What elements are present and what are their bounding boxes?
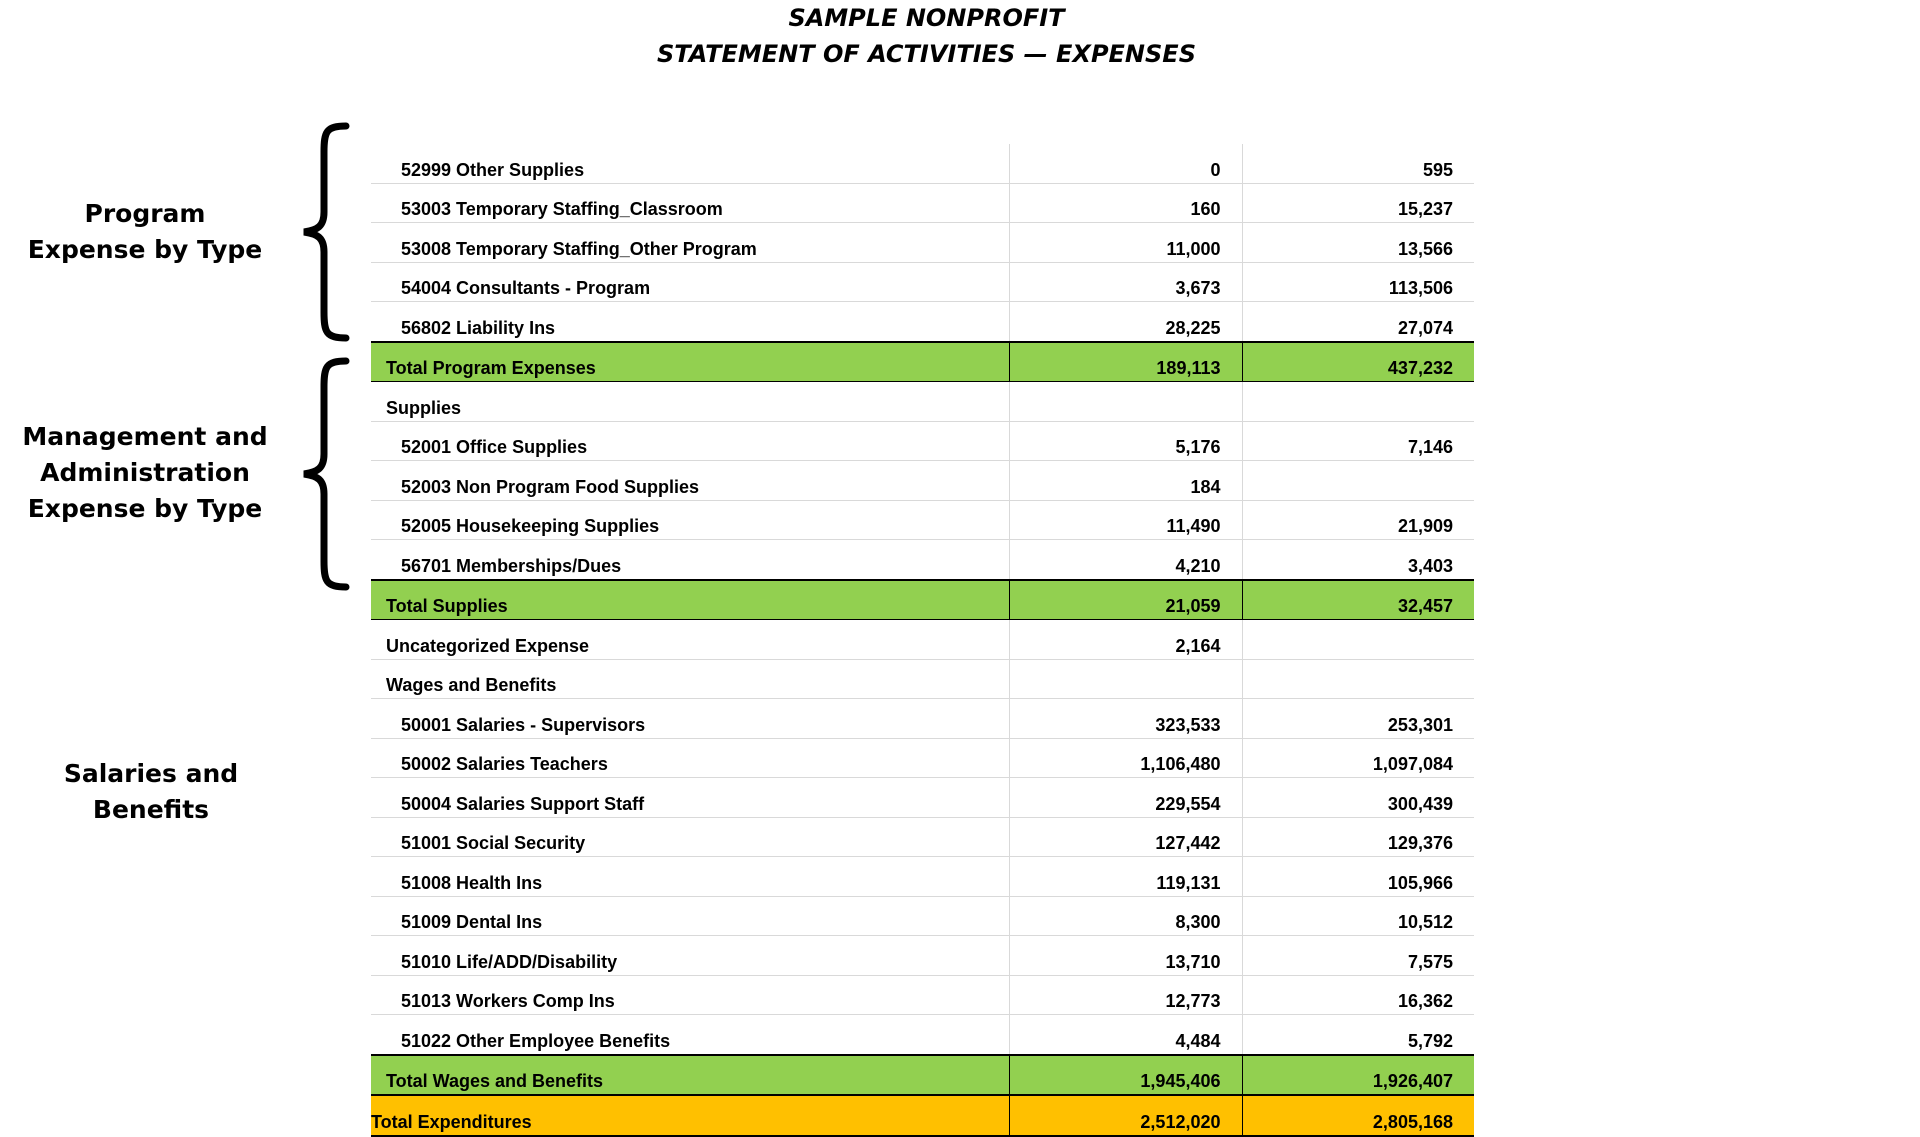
table-row bbox=[371, 421, 1474, 461]
value-column-2 bbox=[1242, 382, 1474, 422]
value-column-1: 160 bbox=[1009, 183, 1242, 223]
value-column-1: 1,945,406 bbox=[1009, 1055, 1242, 1096]
value-column-2: 5,792 bbox=[1242, 1015, 1474, 1055]
table-row bbox=[371, 738, 1474, 778]
value-column-1: 11,490 bbox=[1009, 500, 1242, 540]
value-column-1: 12,773 bbox=[1009, 975, 1242, 1015]
row-label: Supplies bbox=[371, 382, 1009, 422]
value-column-1 bbox=[1009, 382, 1242, 422]
value-column-2: 13,566 bbox=[1242, 223, 1474, 263]
row-label: 56701 Memberships/Dues bbox=[371, 540, 1009, 580]
expenses-table bbox=[371, 144, 1474, 1137]
subtotal-row bbox=[371, 1055, 1474, 1096]
table-row bbox=[371, 1015, 1474, 1055]
value-column-2: 10,512 bbox=[1242, 896, 1474, 936]
table-row bbox=[371, 936, 1474, 976]
title-line-organization: SAMPLE NONPROFIT bbox=[788, 4, 1065, 32]
value-column-1: 5,176 bbox=[1009, 421, 1242, 461]
value-column-1: 189,113 bbox=[1009, 342, 1242, 382]
table-row bbox=[371, 262, 1474, 302]
value-column-2: 105,966 bbox=[1242, 857, 1474, 897]
table-row bbox=[371, 857, 1474, 897]
value-column-2 bbox=[1242, 461, 1474, 501]
row-label: 51008 Health Ins bbox=[371, 857, 1009, 897]
table-row bbox=[371, 540, 1474, 580]
row-label: 51009 Dental Ins bbox=[371, 896, 1009, 936]
table-row bbox=[371, 461, 1474, 501]
table-row bbox=[371, 975, 1474, 1015]
row-label: 53003 Temporary Staffing_Classroom bbox=[371, 183, 1009, 223]
table-row bbox=[371, 699, 1474, 739]
table-row bbox=[371, 223, 1474, 263]
row-label: Total Supplies bbox=[371, 580, 1009, 620]
value-column-2: 7,575 bbox=[1242, 936, 1474, 976]
row-label: 51022 Other Employee Benefits bbox=[371, 1015, 1009, 1055]
row-label: 56802 Liability Ins bbox=[371, 302, 1009, 342]
value-column-2: 437,232 bbox=[1242, 342, 1474, 382]
value-column-1: 119,131 bbox=[1009, 857, 1242, 897]
row-label: 52003 Non Program Food Supplies bbox=[371, 461, 1009, 501]
row-label: Total Expenditures bbox=[371, 1095, 1009, 1136]
value-column-2: 7,146 bbox=[1242, 421, 1474, 461]
section-header-row bbox=[371, 382, 1474, 422]
row-label: 52001 Office Supplies bbox=[371, 421, 1009, 461]
row-label: 51001 Social Security bbox=[371, 817, 1009, 857]
value-column-2: 1,097,084 bbox=[1242, 738, 1474, 778]
value-column-2: 595 bbox=[1242, 144, 1474, 183]
value-column-2 bbox=[1242, 620, 1474, 660]
value-column-1: 28,225 bbox=[1009, 302, 1242, 342]
value-column-2: 27,074 bbox=[1242, 302, 1474, 342]
row-label: 50004 Salaries Support Staff bbox=[371, 778, 1009, 818]
table-row bbox=[371, 183, 1474, 223]
value-column-2: 129,376 bbox=[1242, 817, 1474, 857]
value-column-2: 113,506 bbox=[1242, 262, 1474, 302]
value-column-1: 1,106,480 bbox=[1009, 738, 1242, 778]
table-row bbox=[371, 500, 1474, 540]
program-brace-icon bbox=[296, 122, 352, 342]
value-column-1: 8,300 bbox=[1009, 896, 1242, 936]
value-column-1: 2,164 bbox=[1009, 620, 1242, 660]
row-label: Wages and Benefits bbox=[371, 659, 1009, 699]
value-column-2: 1,926,407 bbox=[1242, 1055, 1474, 1096]
value-column-2: 3,403 bbox=[1242, 540, 1474, 580]
row-label: 52999 Other Supplies bbox=[371, 144, 1009, 183]
value-column-1: 21,059 bbox=[1009, 580, 1242, 620]
value-column-1: 11,000 bbox=[1009, 223, 1242, 263]
value-column-2: 2,805,168 bbox=[1242, 1095, 1474, 1136]
table-row bbox=[371, 817, 1474, 857]
value-column-1: 4,210 bbox=[1009, 540, 1242, 580]
grand-total-row bbox=[371, 1095, 1474, 1136]
subtotal-row bbox=[371, 342, 1474, 382]
subtotal-row bbox=[371, 580, 1474, 620]
value-column-2 bbox=[1242, 659, 1474, 699]
value-column-2: 15,237 bbox=[1242, 183, 1474, 223]
row-label: 51013 Workers Comp Ins bbox=[371, 975, 1009, 1015]
value-column-1: 13,710 bbox=[1009, 936, 1242, 976]
row-label: 51010 Life/ADD/Disability bbox=[371, 936, 1009, 976]
row-label: Uncategorized Expense bbox=[371, 620, 1009, 660]
value-column-2: 21,909 bbox=[1242, 500, 1474, 540]
value-column-2: 253,301 bbox=[1242, 699, 1474, 739]
title-line-statement: STATEMENT OF ACTIVITIES — EXPENSES bbox=[657, 40, 1196, 68]
value-column-1: 4,484 bbox=[1009, 1015, 1242, 1055]
salaries-benefits-label: Salaries and Benefits bbox=[63, 759, 239, 824]
management-brace-icon bbox=[296, 357, 352, 591]
value-column-1: 3,673 bbox=[1009, 262, 1242, 302]
value-column-1: 127,442 bbox=[1009, 817, 1242, 857]
section-header-row bbox=[371, 659, 1474, 699]
row-label: Total Wages and Benefits bbox=[371, 1055, 1009, 1096]
section-header-row bbox=[371, 620, 1474, 660]
row-label: Total Program Expenses bbox=[371, 342, 1009, 382]
value-column-2: 300,439 bbox=[1242, 778, 1474, 818]
row-label: 50001 Salaries - Supervisors bbox=[371, 699, 1009, 739]
row-label: 54004 Consultants - Program bbox=[371, 262, 1009, 302]
management-expense-label: Management and Administration Expense by Type bbox=[22, 422, 268, 523]
value-column-2: 16,362 bbox=[1242, 975, 1474, 1015]
value-column-2: 32,457 bbox=[1242, 580, 1474, 620]
row-label: 52005 Housekeeping Supplies bbox=[371, 500, 1009, 540]
row-label: 50002 Salaries Teachers bbox=[371, 738, 1009, 778]
value-column-1 bbox=[1009, 659, 1242, 699]
table-row bbox=[371, 144, 1474, 183]
value-column-1: 2,512,020 bbox=[1009, 1095, 1242, 1136]
row-label: 53008 Temporary Staffing_Other Program bbox=[371, 223, 1009, 263]
table-row bbox=[371, 302, 1474, 342]
program-expense-label: Program Expense by Type bbox=[27, 199, 263, 264]
value-column-1: 0 bbox=[1009, 144, 1242, 183]
value-column-1: 323,533 bbox=[1009, 699, 1242, 739]
table-row bbox=[371, 778, 1474, 818]
value-column-1: 229,554 bbox=[1009, 778, 1242, 818]
value-column-1: 184 bbox=[1009, 461, 1242, 501]
table-row bbox=[371, 896, 1474, 936]
document-title bbox=[0, 0, 1853, 72]
